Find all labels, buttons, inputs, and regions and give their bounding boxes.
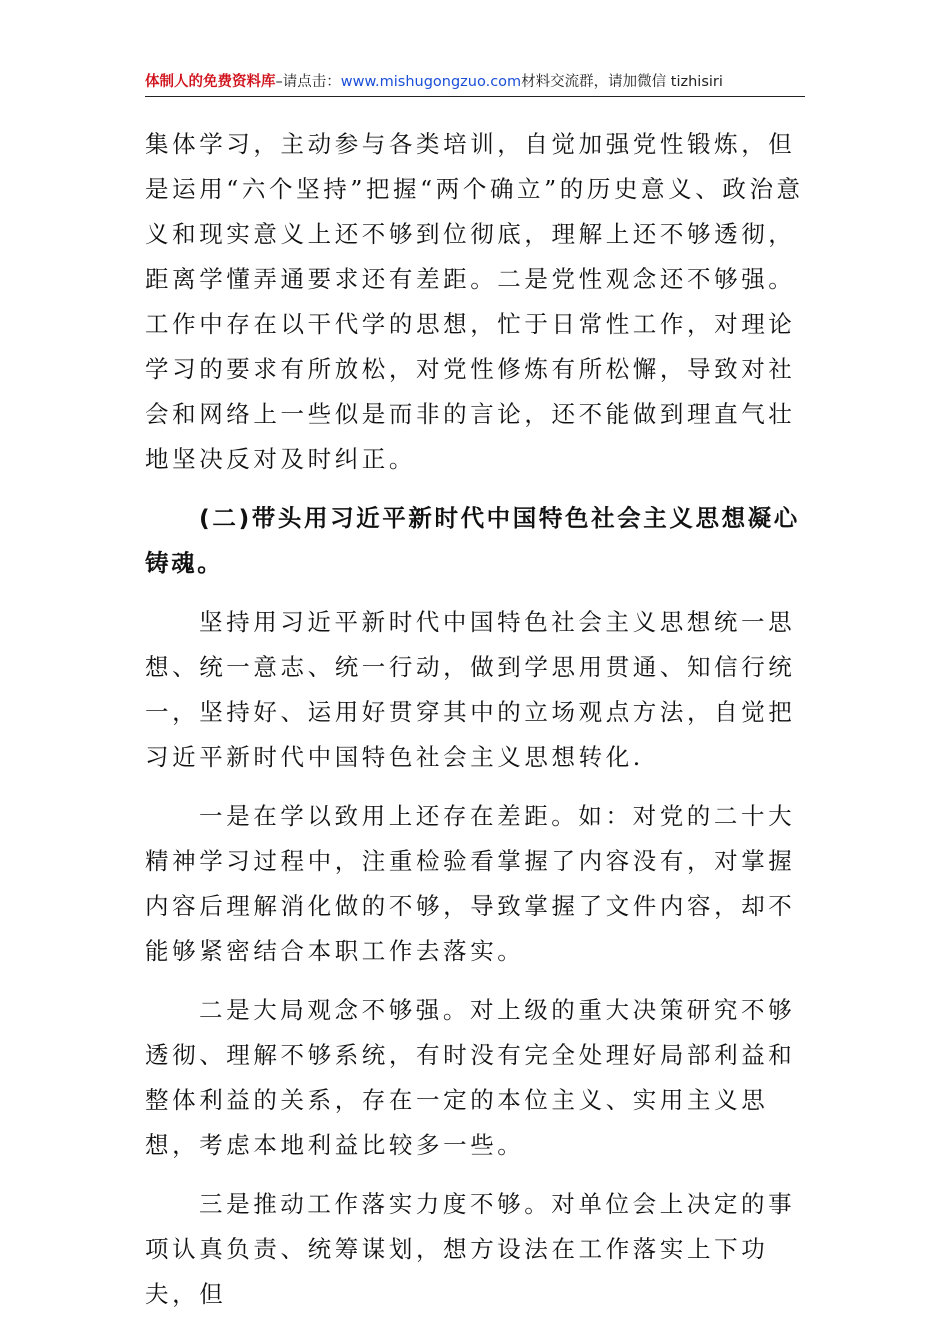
- header-brand: 体制人的免费资料库: [145, 74, 276, 90]
- header-click-prompt: –请点击：: [275, 74, 341, 90]
- header-url-link[interactable]: www.mishugongzuo.com: [340, 74, 522, 90]
- paragraph-issue-3: 三是推动工作落实力度不够。对单位会上决定的事项认真负责、统筹谋划，想方设法在工作落实上下功夫，但: [145, 1190, 796, 1308]
- paragraph-intro: 坚持用习近平新时代中国特色社会主义思想统一思想、统一意志、统一行动，做到学思用贯通、知信行统一，坚持好、运用好贯穿其中的立场观点方法，自觉把习近平新时代中国特色社会主义思想转化.: [145, 608, 796, 771]
- paragraph-issue-2: 二是大局观念不够强。对上级的重大决策研究不够透彻、理解不够系统，有时没有完全处理好局部利益和整体利益的关系，存在一定的本位主义、实用主义思想，考虑本地利益比较多一些。: [145, 996, 796, 1159]
- header-contact-text: 材料交流群，请加微信 tizhisiri: [521, 74, 723, 90]
- page-header: [145, 72, 805, 97]
- document-body: [145, 122, 810, 1317]
- section-heading-2: (二)带头用习近平新时代中国特色社会主义思想凝心铸魂。: [145, 504, 800, 577]
- paragraph-continuation: 集体学习，主动参与各类培训，自觉加强党性锻炼，但是运用“六个坚持”把握“两个确立”的历史意义、政治意义和现实意义上还不够到位彻底，理解上还不够透彻，距离学懂弄通要求还有差距。二是党性观念还不够强。工作中存在以干代学的思想，忙于日常性工作，对理论学习的要求有所放松，对党性修炼有所松懈，导致对社会和网络上一些似是而非的言论，还不能做到理直气壮地坚决反对及时纠正。: [145, 130, 804, 473]
- paragraph-issue-1: 一是在学以致用上还存在差距。如：对党的二十大精神学习过程中，注重检验看掌握了内容没有，对掌握内容后理解消化做的不够，导致掌握了文件内容，却不能够紧密结合本职工作去落实。: [145, 802, 796, 965]
